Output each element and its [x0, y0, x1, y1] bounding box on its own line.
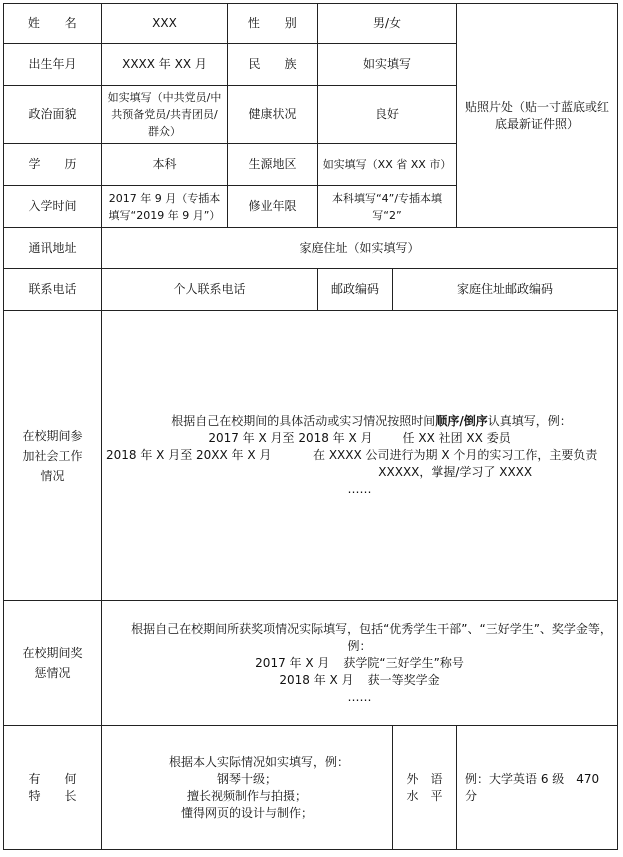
talents-field[interactable] [102, 726, 393, 850]
social-work-intro: 根据自己在校期间的具体活动或实习情况按照时间顺序/倒序认真填写，例： [171, 414, 572, 428]
birth-label: 出生年月 [4, 44, 102, 86]
ethnic-label: 民 族 [228, 44, 318, 86]
birth-field[interactable]: XXXX 年 XX 月 [102, 44, 228, 86]
social-work-label: 在校期间参加社会工作情况 [4, 311, 102, 601]
social-work-entry: 2018 年 X 月至 20XX 年 X 月 在 XXXX 公司进行为期 X 个月的实习工作，主要负责 XXXXX，掌握/学习了 XXXX [106, 448, 598, 479]
address-field[interactable]: 家庭住址（如实填写） [102, 228, 618, 269]
row-name [4, 4, 618, 44]
language-label: 外 语 水 平 [393, 726, 457, 850]
social-work-field[interactable] [102, 311, 618, 601]
language-field[interactable]: 例：大学英语 6 级 470 分 [457, 726, 618, 850]
talents-intro: 根据本人实际情况如实填写，例： [168, 754, 349, 769]
gender-label: 性 别 [228, 4, 318, 44]
resume-form-table [3, 3, 618, 850]
talents-label: 有 何 特 长 [4, 726, 102, 850]
political-field[interactable]: 如实填写（中共党员/中共预备党员/共青团员/群众） [102, 86, 228, 144]
phone-field[interactable]: 个人联系电话 [102, 269, 318, 311]
row-talents [4, 726, 618, 850]
enroll-field[interactable]: 2017 年 9 月（专插本填写“2019 年 9 月”） [102, 186, 228, 228]
phone-label: 联系电话 [4, 269, 102, 311]
origin-field[interactable]: 如实填写（XX 省 XX 市） [318, 144, 457, 186]
address-label: 通讯地址 [4, 228, 102, 269]
political-label: 政治面貌 [4, 86, 102, 144]
ethnic-field[interactable]: 如实填写 [318, 44, 457, 86]
awards-entry: 2017 年 X 月 获学院“三好学生”称号 [255, 655, 464, 670]
postal-label: 邮政编码 [318, 269, 393, 311]
row-address [4, 228, 618, 269]
row-awards [4, 601, 618, 726]
origin-label: 生源地区 [228, 144, 318, 186]
talents-item: 擅长视频制作与拍摄； [186, 788, 307, 803]
enroll-label: 入学时间 [4, 186, 102, 228]
gender-field[interactable]: 男/女 [318, 4, 457, 44]
talents-item: 懂得网页的设计与制作； [180, 805, 313, 820]
row-social-work [4, 311, 618, 601]
row-phone [4, 269, 618, 311]
name-label: 姓 名 [4, 4, 102, 44]
years-field[interactable]: 本科填写“4”/专插本填写“2” [318, 186, 457, 228]
awards-field[interactable] [102, 601, 618, 726]
awards-entry: 2018 年 X 月 获一等奖学金 [279, 672, 440, 687]
postal-field[interactable]: 家庭住址邮政编码 [393, 269, 618, 311]
education-label: 学 历 [4, 144, 102, 186]
name-field[interactable]: XXX [102, 4, 228, 44]
photo-placeholder[interactable]: 贴照片处（贴一寸蓝底或红底最新证件照） [457, 4, 618, 228]
social-work-entry: 2017 年 X 月至 2018 年 X 月 任 XX 社团 XX 委员 [208, 431, 511, 445]
health-label: 健康状况 [228, 86, 318, 144]
education-field[interactable]: 本科 [102, 144, 228, 186]
awards-intro: 根据自己在校期间所获奖项情况实际填写，包括“优秀学生干部”、“三好学生”、奖学金等，例： [131, 621, 612, 653]
social-work-ellipsis: …… [347, 482, 372, 496]
years-label: 修业年限 [228, 186, 318, 228]
health-field[interactable]: 良好 [318, 86, 457, 144]
awards-ellipsis: …… [347, 689, 372, 704]
talents-item: 钢琴十级； [216, 771, 277, 786]
awards-label: 在校期间奖惩情况 [4, 601, 102, 726]
